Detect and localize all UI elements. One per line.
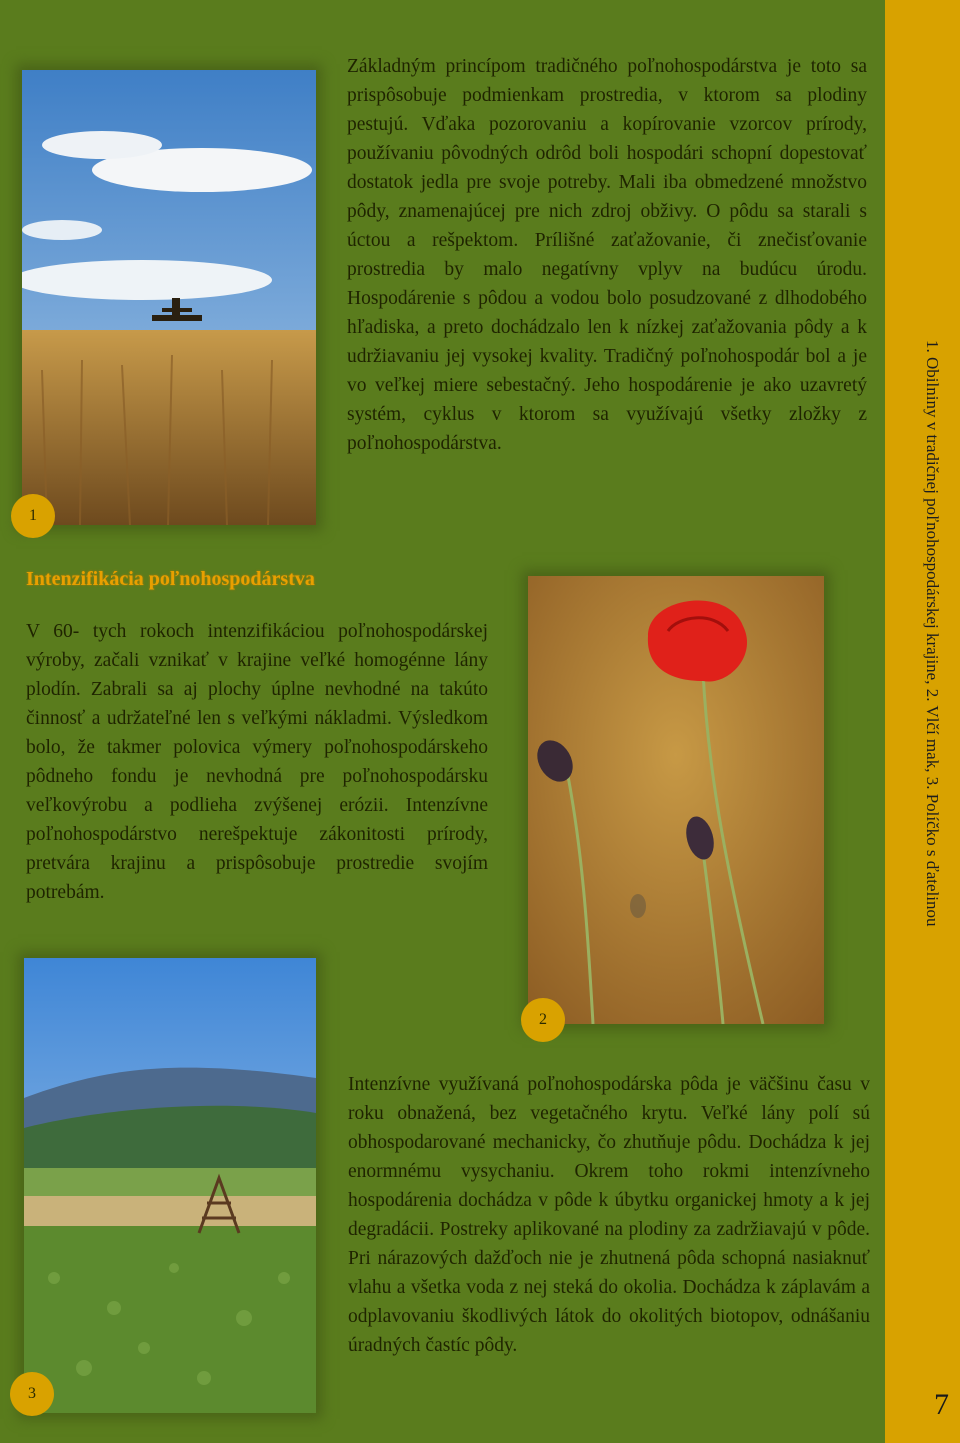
intensification-paragraph: V 60- tych rokoch intenzifikáciou poľnohospodárskej výroby, začali vznikať v krajine veľké homogénne lány plodín. Zabrali sa aj plochy úplne nevhodné na takúto činnosť a udržateľné len s veľkými nákladmi. Výsledkom bolo, že takmer polovica výmery poľnohospodárskeho pôdneho fondu je nevhodná pre poľnohospodársku veľkovýrobu a podlieha zvýšenej erózii. Intenzívne poľnohospodárstvo nerešpektuje zákonitosti prírody, pretvára krajinu a prispôsobuje prostredie svojím potrebám. [26, 620, 488, 903]
traditional-agriculture-paragraph: Základným princípom tradičného poľnohospodárstva je toto sa prispôsobuje podmienkam prostredia, v ktorom sa plodiny pestujú. Vďaka pozorovaniu a kopírovanie vzorcov prírody, používaniu pôvodných odrôd boli hospodári schopní dopestovať dostatok jedla pre svoje potreby. Mali iba obmedzené množstvo pôdy, znamenajúcej pre nich zdroj obživy. O pôdu sa starali s úctou a rešpektom. Prílišné zaťažovanie, či znečisťovanie prostredia by malo negatívny vplyv na budúcu úrodu. Hospodárenie s pôdou a vodou bolo posudzované z dlhodobého hľadiska, a preto dochádzalo len k nízkej zaťažovania pôdy a k udržiavaniu jej vysokej kvality. Tradičný poľnohospodár bol a je vo veľkej miere sebestačný. Jeho hospodárenie je ako uzavretý systém, cyklus v ktorom sa využívajú všetky zložky z poľnohospodárstva. [347, 55, 867, 454]
photo-badge-1: 1 [11, 494, 55, 538]
intensive-soil-paragraph: Intenzívne využívaná poľnohospodárska pôda je väčšinu času v roku obnažená, bez vegetačného krytu. Veľké lány polí sú obhospodarované mechanicky, čo zhutňuje pôdu. Dochádza k jej enormnému vysychaniu. Okrem toho rokmi intenzívneho hospodárenia dochádza v pôde k úbytku organickej hmoty a k jej degradácii. Postreky aplikované na plodiny za zadržiavajú v pôde. Pri nárazových dažďoch nie je zhutnená pôda schopná nasiaknuť vlahu a všetka voda z nej steká do okolia. Dochádza k záplavám a odplavovaniu škodlivých látok do okolitých biotopov, odnášaniu úradných častíc pôdy. [348, 1073, 870, 1356]
photo-badge-3: 3 [10, 1372, 54, 1416]
page-number: 7 [934, 1388, 949, 1421]
photo-captions: 1. Obilniny v tradičnej poľnohospodárskej krajine, 2. Vlčí mak, 3. Políčko s ďatelinou [923, 340, 942, 927]
section-heading: Intenzifikácia poľnohospodárstva [26, 568, 315, 590]
poppy-photo [528, 576, 824, 1024]
photo-badge-2: 2 [521, 998, 565, 1042]
clover-field-photo [24, 958, 316, 1413]
cereal-field-photo [22, 70, 316, 525]
